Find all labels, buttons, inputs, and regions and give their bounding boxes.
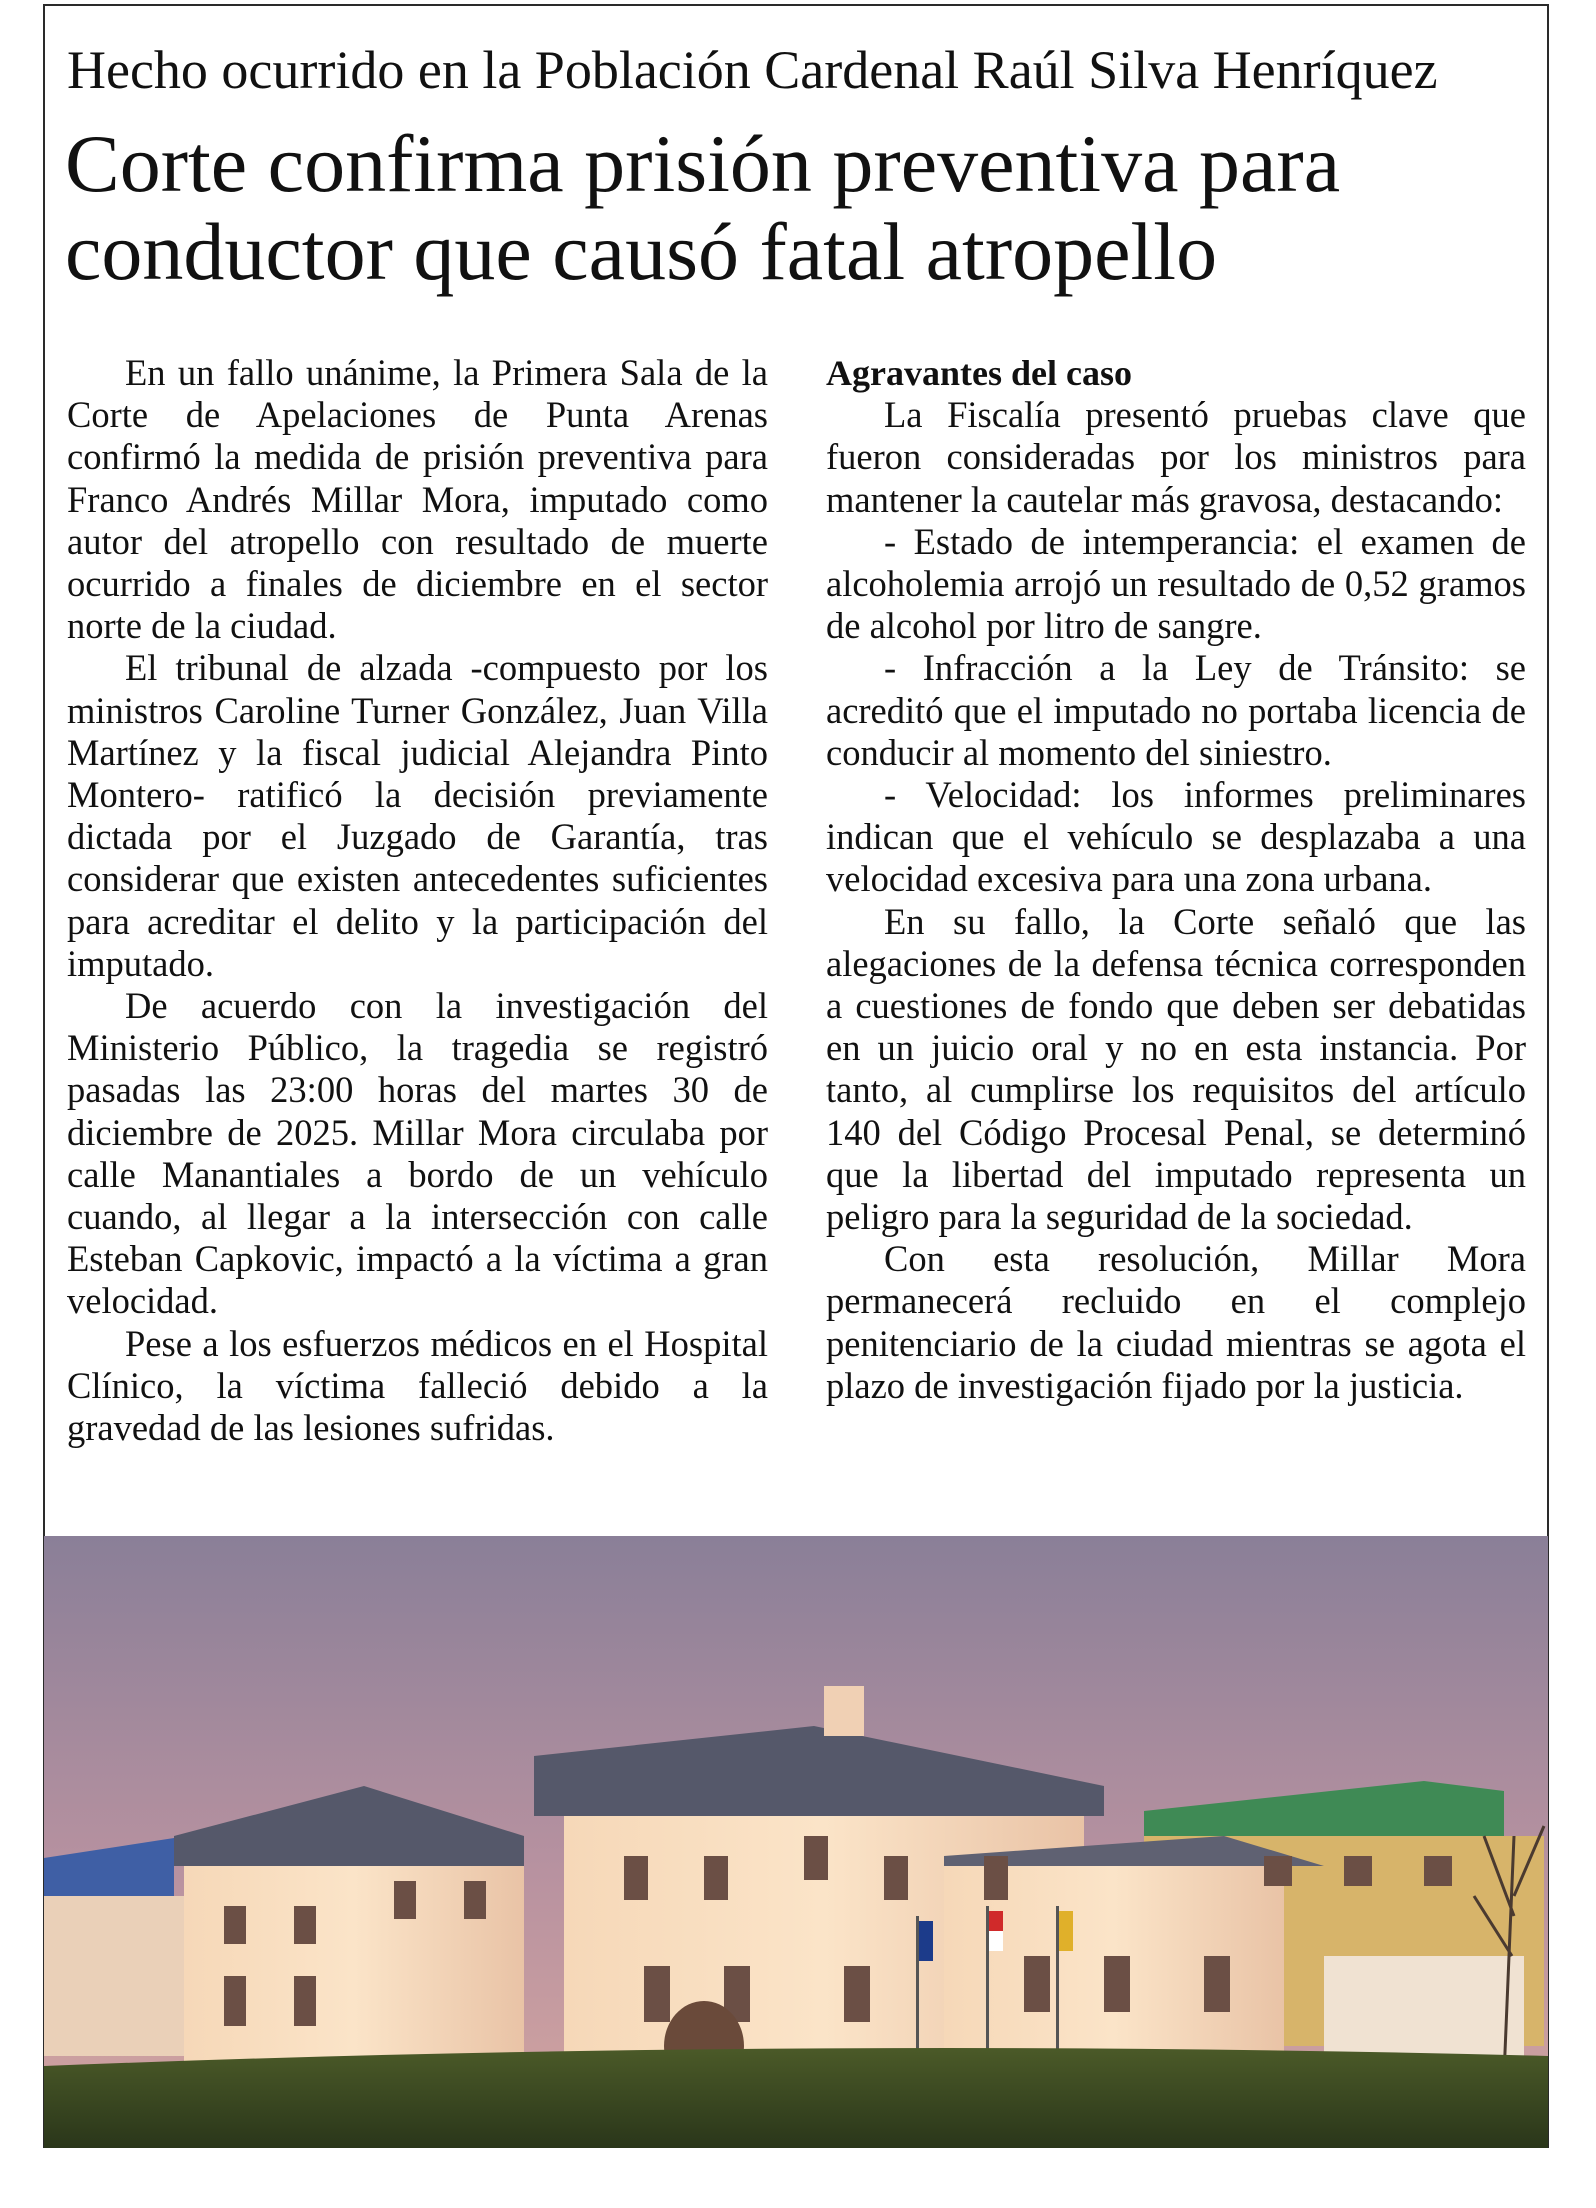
right-column bbox=[826, 352, 1526, 1407]
section-subhead: Agravantes del caso bbox=[826, 353, 1132, 393]
paragraph: La Fiscalía presentó pruebas clave que fueron consideradas por los ministros para mantener la cautelar más gravosa, destacando: bbox=[826, 394, 1526, 520]
article-kicker: Hecho ocurrido en la Población Cardenal Raúl Silva Henríquez bbox=[67, 40, 1438, 100]
paragraph: En un fallo unánime, la Primera Sala de la Corte de Apelaciones de Punta Arenas confirmó la medida de prisión preventiva para Franco Andrés Millar Mora, imputado como autor del atropello con resultado de muerte ocurrido a finales de diciembre en el sector norte de la ciudad. bbox=[67, 352, 768, 647]
left-column bbox=[67, 352, 768, 1449]
paragraph: El tribunal de alzada -compuesto por los ministros Caroline Turner González, Juan Villa Martínez y la fiscal judicial Alejandra Pinto Montero- ratificó la decisión previamente dictada por el Juzgado de Garantía, tras considerar que existen antecedentes suficientes para acreditar el delito y la participación del imputado. bbox=[67, 647, 768, 984]
courthouse-photo bbox=[44, 1536, 1548, 2148]
article-headline bbox=[65, 120, 1545, 296]
bullet-item: - Velocidad: los informes preliminares indican que el vehículo se desplazaba a una velocidad excesiva para una zona urbana. bbox=[826, 774, 1526, 900]
paragraph: Pese a los esfuerzos médicos en el Hospital Clínico, la víctima falleció debido a la gravedad de las lesiones sufridas. bbox=[67, 1322, 768, 1449]
bullet-item: - Infracción a la Ley de Tránsito: se acreditó que el imputado no portaba licencia de conducir al momento del siniestro. bbox=[826, 647, 1526, 773]
paragraph: En su fallo, la Corte señaló que las alegaciones de la defensa técnica corresponden a cuestiones de fondo que deben ser debatidas en un juicio oral y no en esta instancia. Por tanto, al cumplirse los requisitos del artículo 140 del Código Procesal Penal, se determinó que la libertad del imputado representa un peligro para la seguridad de la sociedad. bbox=[826, 900, 1526, 1238]
headline-line-1: Corte confirma prisión preventiva para bbox=[65, 118, 1341, 209]
headline-line-2: conductor que causó fatal atropello bbox=[65, 206, 1218, 297]
paragraph: De acuerdo con la investigación del Ministerio Público, la tragedia se registró pasadas las 23:00 horas del martes 30 de diciembre de 2025. Millar Mora circulaba por calle Manantiales a bordo de un vehículo cuando, al llegar a la intersección con calle Esteban Capkovic, impactó a la víctima a gran velocidad. bbox=[67, 985, 768, 1322]
bullet-item: - Estado de intemperancia: el examen de alcoholemia arrojó un resultado de 0,52 gramos de alcohol por litro de sangre. bbox=[826, 520, 1526, 647]
paragraph: Con esta resolución, Millar Mora permanecerá recluido en el complejo penitenciario de la ciudad mientras se agota el plazo de investigación fijado por la justicia. bbox=[826, 1238, 1526, 1406]
